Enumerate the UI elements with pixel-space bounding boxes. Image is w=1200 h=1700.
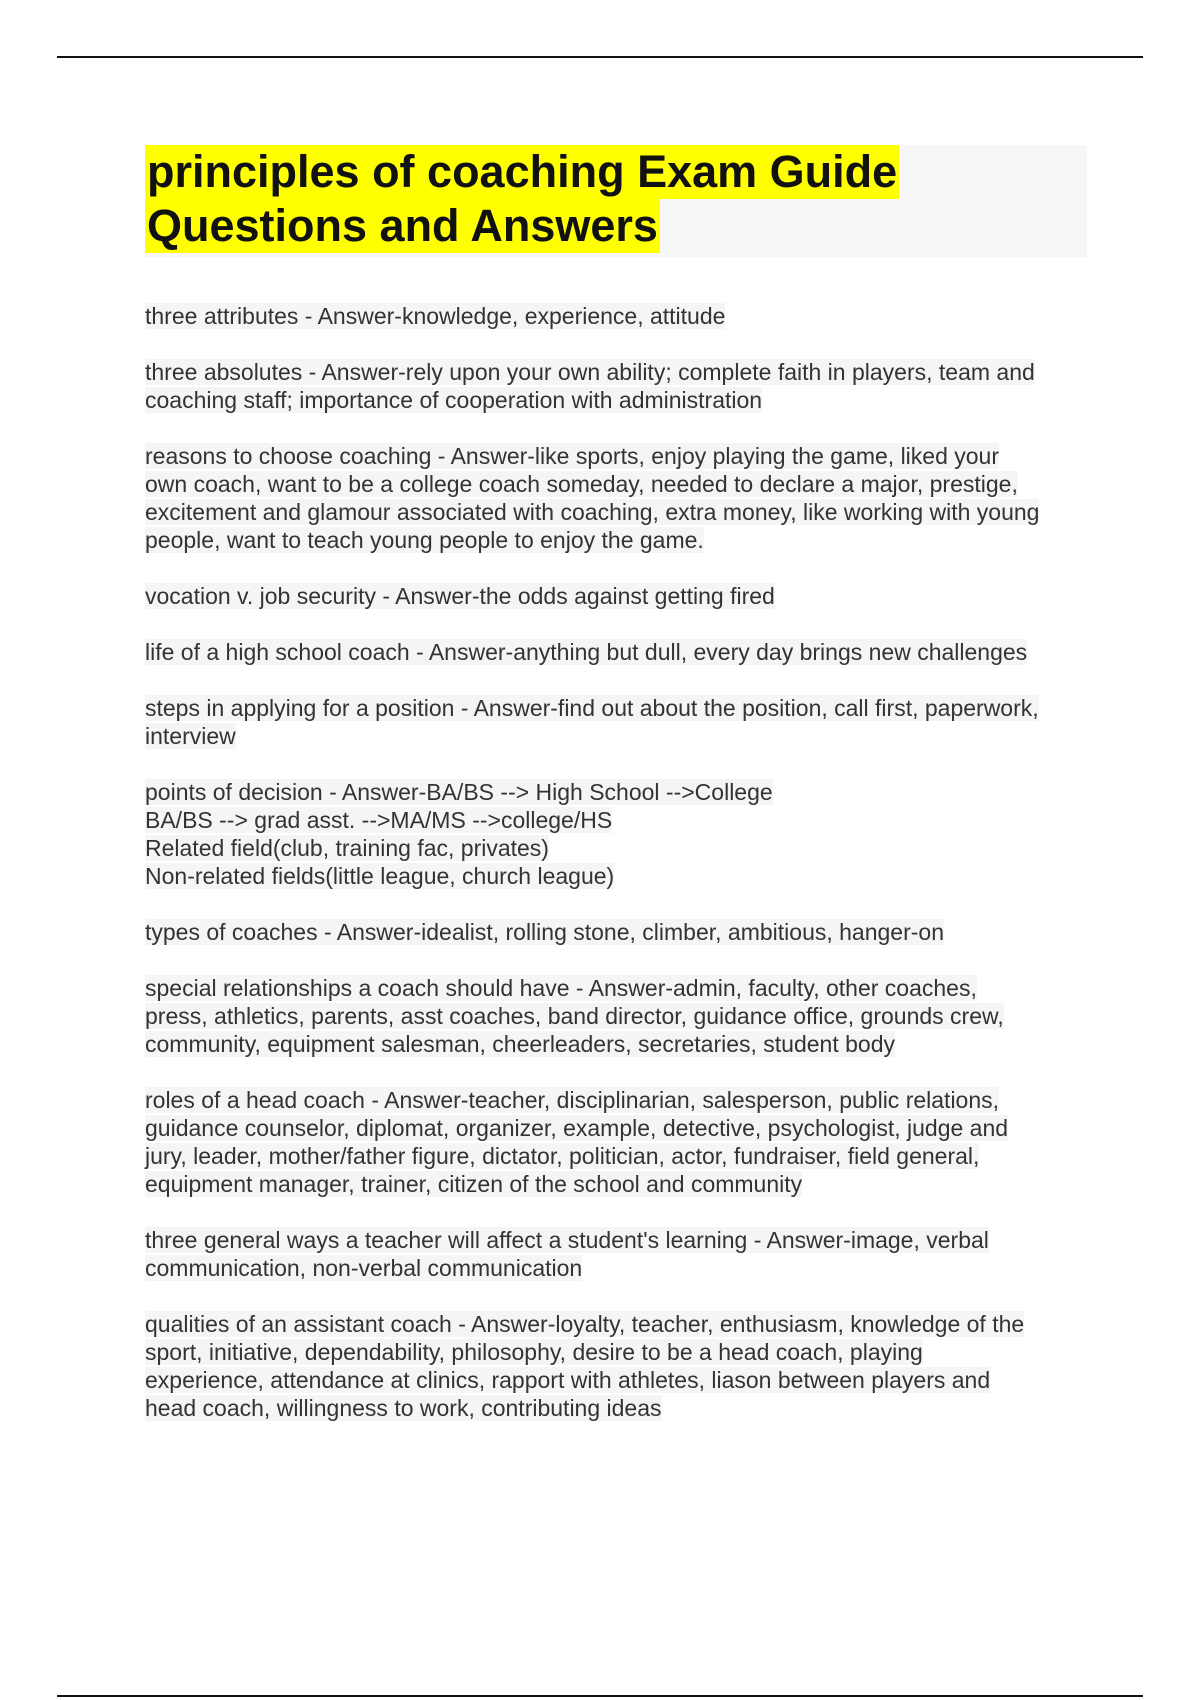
qa-line-text: steps in applying for a position - Answer-find out about the position, call first, paperwork, xyxy=(145,695,1039,721)
qa-line xyxy=(145,1170,1085,1198)
qa-line xyxy=(145,1394,1085,1422)
top-rule xyxy=(57,56,1143,58)
title-line-1: principles of coaching Exam Guide xyxy=(147,146,898,197)
title-line-2: Questions and Answers xyxy=(147,200,658,251)
qa-line-text: points of decision - Answer-BA/BS --> High School -->College xyxy=(145,779,773,805)
qa-line xyxy=(145,1086,1085,1114)
qa-line-text: roles of a head coach - Answer-teacher, disciplinarian, salesperson, public relations, xyxy=(145,1087,1000,1113)
qa-line xyxy=(145,526,1085,554)
qa-line xyxy=(145,1030,1085,1058)
qa-line xyxy=(145,722,1085,750)
qa-line-text: own coach, want to be a college coach someday, needed to declare a major, prestige, xyxy=(145,471,1018,497)
qa-item xyxy=(145,302,1085,330)
qa-line-text: jury, leader, mother/father figure, dictator, politician, actor, fundraiser, field general, xyxy=(145,1143,980,1169)
qa-line xyxy=(145,498,1085,526)
qa-line-text: three absolutes - Answer-rely upon your own ability; complete faith in players, team and xyxy=(145,359,1035,385)
qa-item xyxy=(145,638,1085,666)
qa-item xyxy=(145,778,1085,890)
qa-item xyxy=(145,1086,1085,1198)
qa-line-text: people, want to teach young people to enjoy the game. xyxy=(145,527,704,553)
qa-line xyxy=(145,918,1085,946)
qa-line xyxy=(145,302,1085,330)
qa-line xyxy=(145,694,1085,722)
qa-line xyxy=(145,1226,1085,1254)
qa-item xyxy=(145,582,1085,610)
qa-line-text: interview xyxy=(145,723,236,749)
qa-line-text: press, athletics, parents, asst coaches, band director, guidance office, grounds crew, xyxy=(145,1003,1004,1029)
qa-line-text: Non-related fields(little league, church league) xyxy=(145,863,615,889)
qa-line xyxy=(145,806,1085,834)
qa-item xyxy=(145,1226,1085,1282)
qa-item xyxy=(145,1310,1085,1422)
bottom-rule xyxy=(57,1695,1143,1697)
qa-line-text: guidance counselor, diplomat, organizer, example, detective, psychologist, judge and xyxy=(145,1115,1009,1141)
qa-line-text: types of coaches - Answer-idealist, rolling stone, climber, ambitious, hanger-on xyxy=(145,919,945,945)
qa-line-text: experience, attendance at clinics, rapport with athletes, liason between players and xyxy=(145,1367,991,1393)
qa-line-text: vocation v. job security - Answer-the odds against getting fired xyxy=(145,583,775,609)
qa-line xyxy=(145,638,1085,666)
qa-line xyxy=(145,358,1085,386)
qa-line-text: community, equipment salesman, cheerleaders, secretaries, student body xyxy=(145,1031,896,1057)
qa-item xyxy=(145,442,1085,554)
qa-item xyxy=(145,694,1085,750)
qa-line-text: three attributes - Answer-knowledge, experience, attitude xyxy=(145,303,726,329)
qa-line-text: special relationships a coach should have - Answer-admin, faculty, other coaches, xyxy=(145,975,977,1001)
document-title xyxy=(145,145,1087,257)
qa-line-text: life of a high school coach - Answer-anything but dull, every day brings new challenges xyxy=(145,639,1028,665)
qa-line-text: coaching staff; importance of cooperation with administration xyxy=(145,387,763,413)
qa-item xyxy=(145,918,1085,946)
qa-line xyxy=(145,1310,1085,1338)
qa-item xyxy=(145,974,1085,1058)
qa-line xyxy=(145,582,1085,610)
qa-line xyxy=(145,1114,1085,1142)
qa-line xyxy=(145,1142,1085,1170)
qa-line xyxy=(145,834,1085,862)
qa-line xyxy=(145,862,1085,890)
qa-line-text: BA/BS --> grad asst. -->MA/MS -->college/HS xyxy=(145,807,613,833)
qa-item xyxy=(145,358,1085,414)
qa-line xyxy=(145,974,1085,1002)
qa-line xyxy=(145,778,1085,806)
qa-line xyxy=(145,442,1085,470)
qa-list xyxy=(145,302,1085,1450)
qa-line-text: Related field(club, training fac, privates) xyxy=(145,835,549,861)
qa-line xyxy=(145,1366,1085,1394)
qa-line xyxy=(145,1338,1085,1366)
qa-line xyxy=(145,1254,1085,1282)
qa-line xyxy=(145,386,1085,414)
qa-line-text: qualities of an assistant coach - Answer-loyalty, teacher, enthusiasm, knowledge of the xyxy=(145,1311,1025,1337)
qa-line xyxy=(145,470,1085,498)
qa-line-text: communication, non-verbal communication xyxy=(145,1255,583,1281)
qa-line-text: sport, initiative, dependability, philosophy, desire to be a head coach, playing xyxy=(145,1339,923,1365)
qa-line-text: excitement and glamour associated with coaching, extra money, like working with young xyxy=(145,499,1040,525)
qa-line-text: equipment manager, trainer, citizen of the school and community xyxy=(145,1171,803,1197)
qa-line xyxy=(145,1002,1085,1030)
qa-line-text: head coach, willingness to work, contributing ideas xyxy=(145,1395,662,1421)
qa-line-text: three general ways a teacher will affect a student's learning - Answer-image, verbal xyxy=(145,1227,989,1253)
qa-line-text: reasons to choose coaching - Answer-like sports, enjoy playing the game, liked your xyxy=(145,443,1000,469)
